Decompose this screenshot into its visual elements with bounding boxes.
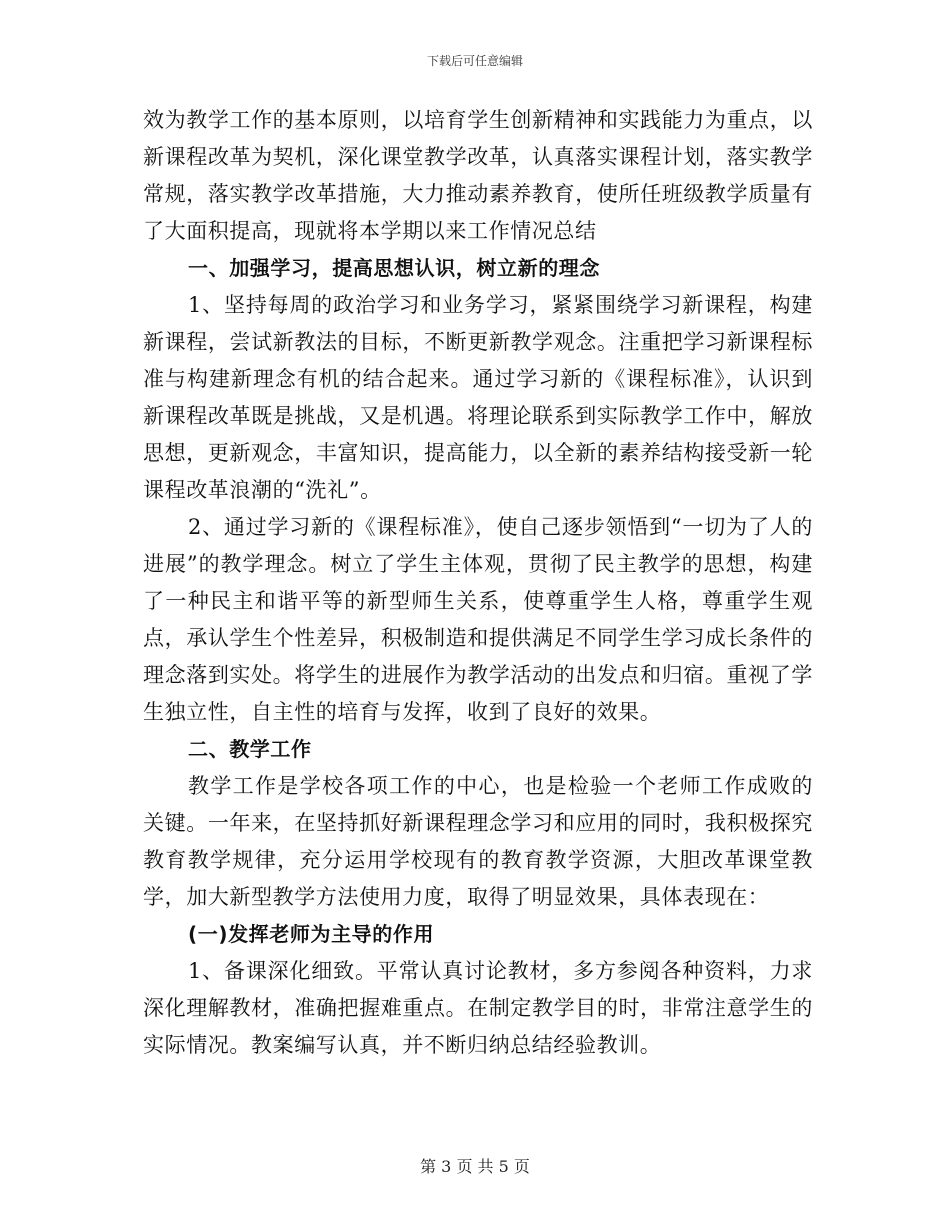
section-heading-2: 二、教学工作 [188, 737, 312, 761]
page-footer: 第 3 页 共 5 页 [420, 1157, 530, 1176]
intro-paragraph: 效为教学工作的基本原则，以培育学生创新精神和实践能力为重点，以新课程改革为契机，深化课堂教学改革，认真落实课程计划，落实教学常规，落实教学改革措施，大力推动素养教育，使所任班级教学质量有了大面积提高，现就将本学期以来工作情况总结 [143, 108, 813, 243]
section-1-paragraph-2: 2、通过学习新的《课程标准》，使自己逐步领悟到“一切为了人的进展”的教学理念。树立了学生主体观，贯彻了民主教学的思想，构建了一种民主和谐平等的新型师生关系，使尊重学生人格，尊重学生观点，承认学生个性差异，积极制造和提供满足不同学生学习成长条件的理念落到实处。将学生的进展作为教学活动的出发点和归宿。重视了学生独立性，自主性的培育与发挥，收到了良好的效果。 [143, 515, 813, 724]
subsection-1-paragraph-1: 1、备课深化细致。平常认真讨论教材，多方参阅各种资料，力求深化理解教材，准确把握难重点。在制定教学目的时，非常注意学生的实际情况。教案编写认真，并不断归纳总结经验教训。 [143, 959, 813, 1057]
section-1-paragraph-1: 1、坚持每周的政治学习和业务学习，紧紧围绕学习新课程，构建新课程，尝试新教法的目标，不断更新教学观念。注重把学习新课程标准与构建新理念有机的结合起来。通过学习新的《课程标准》，认识到新课程改革既是挑战，又是机遇。将理论联系到实际教学工作中，解放思想，更新观念，丰富知识，提高能力，以全新的素养结构接受新一轮课程改革浪潮的“洗礼”。 [143, 293, 813, 502]
subsection-heading-1: (一)发挥老师为主导的作用 [188, 922, 435, 946]
page-header: 下载后可任意编辑 [426, 54, 523, 68]
section-heading-1: 一、加强学习，提高思想认识，树立新的理念 [188, 256, 600, 280]
document-body [143, 102, 813, 1064]
section-2-paragraph-1: 教学工作是学校各项工作的中心，也是检验一个老师工作成败的关键。一年来，在坚持抓好新课程理念学习和应用的同时，我积极探究教育教学规律，充分运用学校现有的教育教学资源，大胆改革课堂教学，加大新型教学方法使用力度，取得了明显效果，具体表现在： [143, 774, 813, 909]
